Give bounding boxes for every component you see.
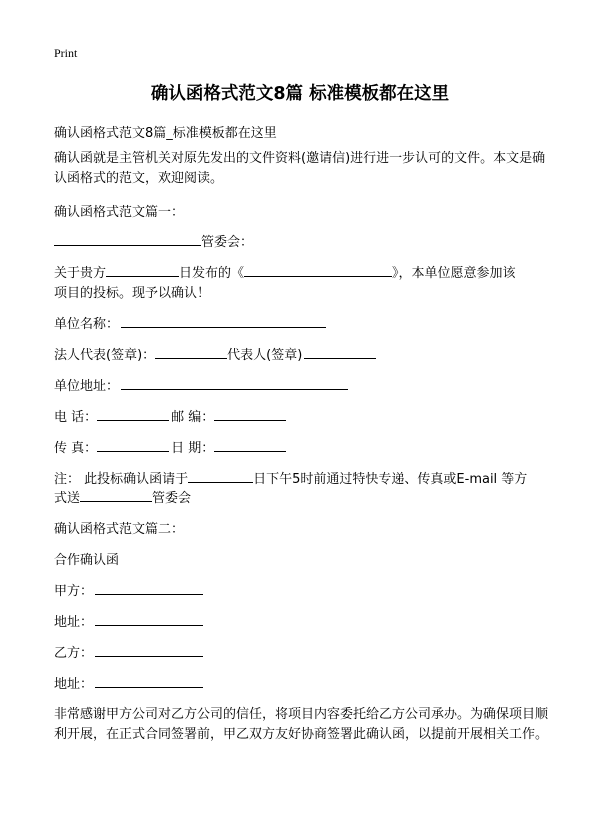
- party-a-label: 甲方：: [54, 584, 94, 599]
- note-line-2: [54, 487, 191, 506]
- postcode-blank[interactable]: [214, 407, 286, 421]
- date-label: 日 期：: [171, 441, 215, 456]
- note-text-d: 管委会: [152, 491, 192, 506]
- party-b-blank[interactable]: [95, 643, 203, 657]
- addressee-line: [54, 231, 253, 250]
- bid-confirm-line-1: [54, 262, 516, 281]
- unit-address-label: 单位地址：: [54, 379, 120, 394]
- party-b-address-row: [54, 673, 203, 692]
- unit-address-row: [54, 375, 348, 394]
- note-text-c: 式送: [54, 491, 81, 506]
- party-b-address-blank[interactable]: [95, 674, 203, 688]
- postcode-label: 邮 编：: [171, 410, 215, 425]
- party-b-address-label: 地址：: [54, 677, 94, 692]
- party-a-row: [54, 580, 203, 599]
- note-text-a: 注： 此投标确认函请于: [54, 472, 189, 487]
- legal-rep-label: 法人代表(签章)：: [54, 348, 156, 363]
- fax-row: [54, 437, 286, 456]
- note-line-1: [54, 468, 527, 487]
- bid-confirm-line-2: 项目的投标。现予以确认！: [54, 286, 211, 301]
- unit-name-label: 单位名称：: [54, 317, 120, 332]
- fax-label: 传 真：: [54, 441, 98, 456]
- party-a-address-row: [54, 611, 203, 630]
- phone-row: [54, 406, 286, 425]
- unit-name-row: [54, 313, 326, 332]
- document-subtitle: 确认函格式范文8篇_标准模板都在这里: [54, 126, 277, 141]
- date-blank[interactable]: [106, 263, 179, 277]
- print-link[interactable]: Print: [54, 46, 78, 60]
- section1-heading: 确认函格式范文篇一：: [54, 205, 185, 220]
- party-b-label: 乙方：: [54, 646, 94, 661]
- note-recipient-blank[interactable]: [80, 488, 152, 502]
- phone-label: 电 话：: [54, 410, 98, 425]
- intro-paragraph: 确认函就是主管机关对原先发出的文件资料(邀请信)进行进一步认可的文件。本文是确认函格式的范文，欢迎阅读。: [54, 151, 546, 186]
- party-a-address-label: 地址：: [54, 615, 94, 630]
- closing-paragraph: 非常感谢甲方公司对乙方公司的信任，将项目内容委托给乙方公司承办。为确保项目顺利开展，在正式合同签署前，甲乙双方友好协商签署此确认函，以提前开展相关工作。: [54, 707, 549, 742]
- bid-text-c: 》，本单位愿意参加该: [392, 266, 516, 281]
- note-date-blank[interactable]: [188, 469, 253, 483]
- agent-label: 代表人(签章): [227, 348, 303, 363]
- fax-blank[interactable]: [97, 438, 169, 452]
- phone-blank[interactable]: [97, 407, 169, 421]
- party-b-row: [54, 642, 203, 661]
- page-title: 确认函格式范文8篇 标准模板都在这里: [150, 84, 450, 104]
- legal-rep-blank[interactable]: [155, 345, 227, 359]
- legal-rep-row: [54, 344, 376, 363]
- addressee-blank[interactable]: [54, 232, 201, 246]
- date-field-blank[interactable]: [214, 438, 286, 452]
- document-name-blank[interactable]: [244, 263, 392, 277]
- unit-name-blank[interactable]: [121, 314, 326, 328]
- agent-blank[interactable]: [304, 345, 376, 359]
- bid-text-a: 关于贵方: [54, 266, 107, 281]
- addressee-suffix: 管委会：: [201, 235, 254, 250]
- party-a-address-blank[interactable]: [95, 612, 203, 626]
- cooperation-letter-title: 合作确认函: [54, 553, 120, 568]
- bid-text-b: 日发布的《: [179, 266, 245, 281]
- party-a-blank[interactable]: [95, 581, 203, 595]
- unit-address-blank[interactable]: [121, 376, 348, 390]
- note-text-b: 日下午5时前通过特快专递、传真或E-mail 等方: [253, 472, 528, 487]
- section2-heading: 确认函格式范文篇二：: [54, 522, 185, 537]
